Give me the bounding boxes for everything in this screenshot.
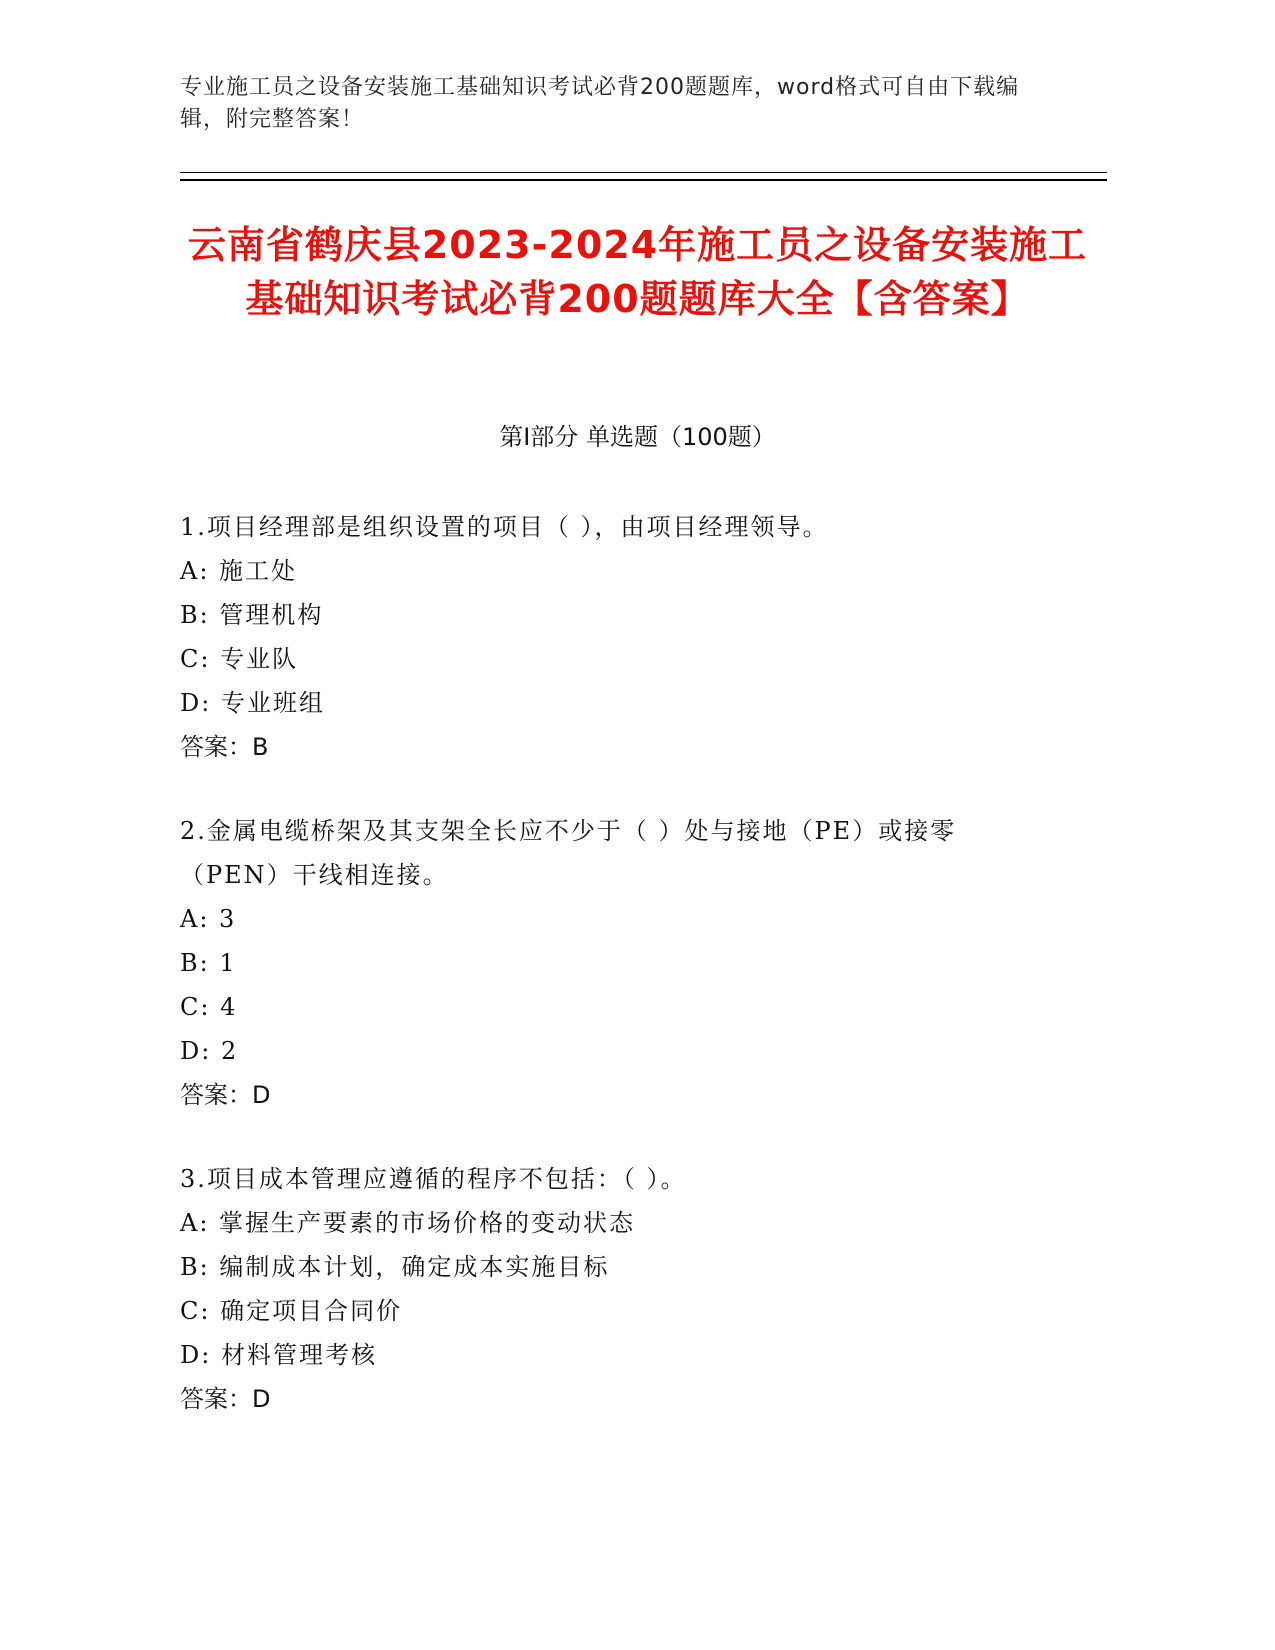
- option-c: C: 确定项目合同价: [180, 1297, 403, 1325]
- option-a: A: 施工处: [180, 557, 298, 585]
- question-item: [180, 505, 1040, 769]
- question-item: [180, 809, 1040, 1117]
- option-d: D: 2: [180, 1037, 239, 1065]
- question-stem: 1.项目经理部是组织设置的项目（ ），由项目经理领导。: [180, 513, 829, 541]
- header-divider-thin: [180, 172, 1107, 173]
- question-item: [180, 1157, 1040, 1421]
- option-b: B: 管理机构: [180, 601, 324, 629]
- answer-line: 答案：D: [180, 1081, 271, 1109]
- option-b: B: 1: [180, 949, 237, 977]
- option-b: B: 编制成本计划，确定成本实施目标: [180, 1253, 610, 1281]
- option-d: D: 材料管理考核: [180, 1341, 377, 1369]
- question-list: [180, 505, 1040, 1461]
- option-a: A: 掌握生产要素的市场价格的变动状态: [180, 1209, 636, 1237]
- document-title: 云南省鹤庆县2023-2024年施工员之设备安装施工基础知识考试必背200题题库大全【含答案】: [187, 223, 1088, 321]
- answer-line: 答案：B: [180, 733, 269, 761]
- section-title: 第I部分 单选题（100题）: [499, 423, 776, 451]
- header-note: 专业施工员之设备安装施工基础知识考试必背200题题库，word格式可自由下载编辑，附完整答案！: [180, 75, 1020, 132]
- option-c: C: 4: [180, 993, 238, 1021]
- question-stem: 2.金属电缆桥架及其支架全长应不少于（ ）处与接地（PE）或接零（PEN）干线相连接。: [180, 817, 957, 889]
- question-stem: 3.项目成本管理应遵循的程序不包括：（ ）。: [180, 1165, 687, 1193]
- answer-line: 答案：D: [180, 1385, 271, 1413]
- option-c: C: 专业队: [180, 645, 299, 673]
- option-d: D: 专业班组: [180, 689, 325, 717]
- option-a: A: 3: [180, 905, 237, 933]
- header-divider-thick: [180, 179, 1107, 181]
